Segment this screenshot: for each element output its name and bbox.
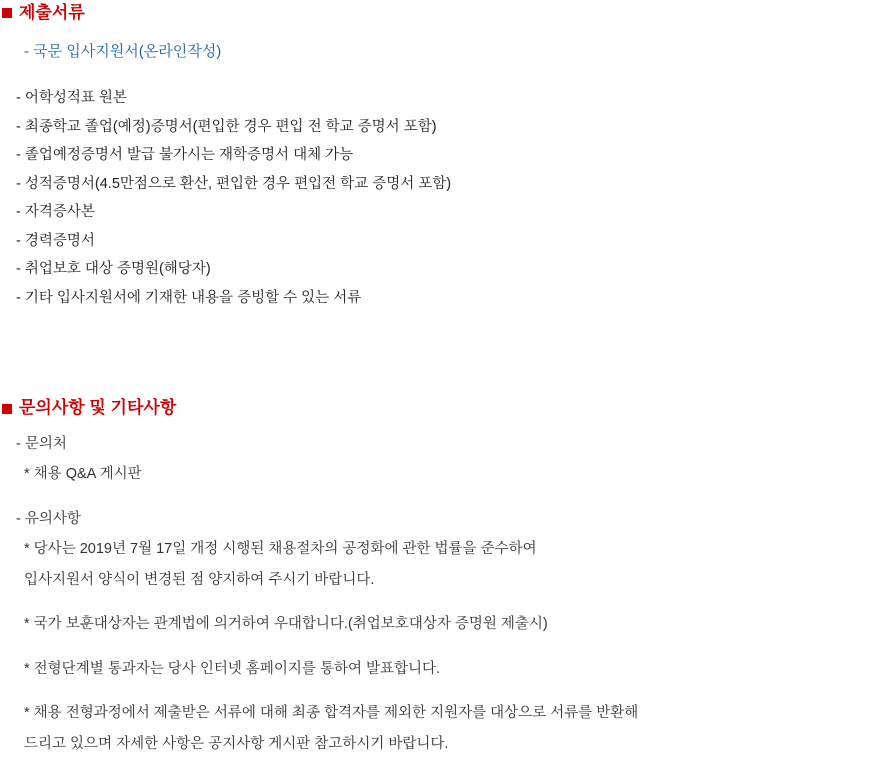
documents-list (0, 37, 893, 312)
list-spacer (0, 595, 893, 609)
inquiry-item: * 전형단계별 통과자는 당사 인터넷 홈페이지를 통하여 발표합니다. (24, 660, 441, 677)
inquiry-item-continuation: 드리고 있으며 자세한 사항은 공지사항 게시판 참고하시기 바랍니다. (24, 735, 449, 752)
inquiry-item: * 국가 보훈대상자는 관계법에 의거하여 우대합니다.(취업보호대상자 증명원 제출시) (24, 616, 548, 633)
inquiry-item: * 당사는 2019년 7월 17일 개정 시행된 채용절차의 공정화에 관한 법률을 준수하여 (24, 541, 537, 558)
inquiry-item: * 채용 Q&A 게시판 (24, 466, 142, 483)
inquiry-item: * 채용 전형과정에서 제출받은 서류에 대해 최종 합격자를 제외한 지원자를 대상으로 서류를 반환해 (24, 705, 639, 722)
document-link-item[interactable]: - 국문 입사지원서(온라인작성) (24, 43, 222, 61)
list-spacer (0, 684, 893, 698)
document-item: - 어학성적표 원본 (16, 90, 127, 107)
inquiry-item: - 유의사항 (16, 510, 81, 527)
inquiry-list (0, 429, 893, 759)
square-bullet-icon (2, 8, 12, 18)
document-item: - 졸업예정증명서 발급 불가시는 재학증명서 대체 가능 (16, 147, 354, 164)
list-spacer (0, 66, 893, 84)
document-item: - 자격증사본 (16, 204, 95, 221)
section-heading-inquiry (2, 398, 893, 418)
document-item: - 취업보호 대상 증명원(해당자) (16, 261, 211, 278)
document-page (0, 3, 893, 759)
document-item: - 기타 입사지원서에 기재한 내용을 증빙할 수 있는 서류 (16, 289, 362, 306)
document-item: - 경력증명서 (16, 232, 95, 249)
list-spacer (0, 490, 893, 504)
list-spacer (0, 640, 893, 654)
section-title-documents: 제출서류 (19, 3, 85, 22)
inquiry-item-continuation: 입사지원서 양식이 변경된 점 양지하여 주시기 바랍니다. (24, 571, 375, 588)
document-item: - 성적증명서(4.5만점으로 환산, 편입한 경우 편입전 학교 증명서 포함) (16, 175, 452, 192)
document-item: - 최종학교 졸업(예정)증명서(편입한 경우 편입 전 학교 증명서 포함) (16, 118, 437, 135)
section-heading-documents (2, 3, 893, 23)
inquiry-item: - 문의처 (16, 435, 67, 452)
section-title-inquiry: 문의사항 및 기타사항 (19, 398, 177, 418)
square-bullet-icon (2, 404, 12, 414)
section-gap (0, 312, 893, 398)
